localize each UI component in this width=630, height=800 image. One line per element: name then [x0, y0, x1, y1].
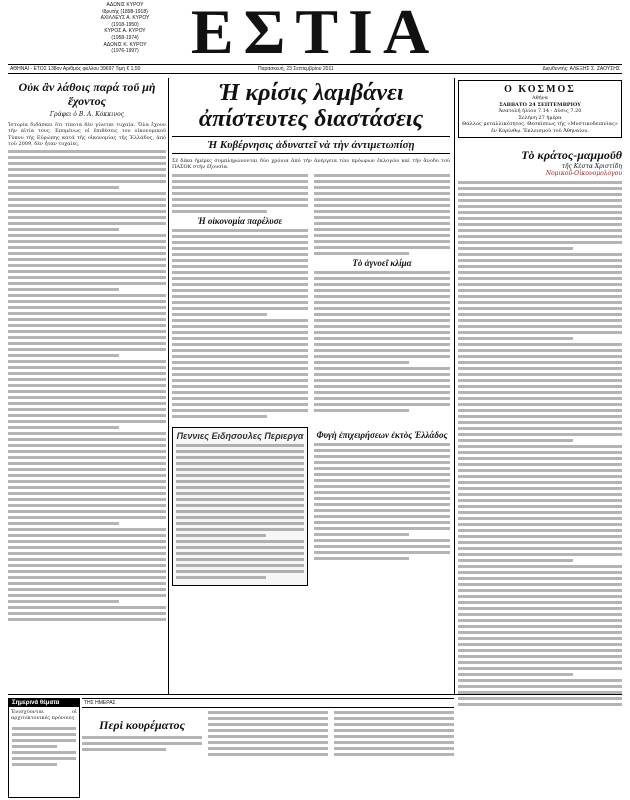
left-article-body	[8, 150, 166, 621]
weather-moon: Σελήνη 27 ἡμέρα	[518, 114, 562, 121]
bottom-article-title: Περὶ κουρέματος	[99, 718, 185, 732]
lead-column-right	[314, 171, 450, 421]
right-article-body	[458, 181, 622, 706]
lead-paragraph: Σέ δέκα ἡμέρες συμπληρώνονται δύο χρόνια ἀπό τήν ἀνέργεια τῶν πρόωρων ἐκλογῶν καί τήν ἄνοδο τοῦ ΠΑΣΟΚ στήν ἐξουσία.	[172, 158, 450, 171]
founder-line: ΑΧΙΛΛΕΥΣ Α. ΚΥΡΟΥ	[100, 15, 150, 22]
flight-article	[314, 427, 450, 586]
founder-line: (1918-1950)	[111, 21, 139, 28]
bottom-article	[82, 698, 454, 759]
todays-topics-list	[9, 727, 79, 766]
lower-columns	[172, 427, 450, 586]
todays-topics-title: Σημερινά θέματα	[9, 699, 79, 707]
todays-topics-box	[8, 698, 80, 798]
left-article-text: Ἱστορία διδάσκει ὅτι τίποτα δὲν γίνεται τυχαῖα. Ὅλα ἔχουν τὴν αἰτία τους. Επομένως οἱ ἐπιθέσεις του οἰκονομικοῦ Τύπου τῆς Εὐρώπης κατά τῆς οἰκονομίας τῆς Ἑλλάδος, ἀπὸ τοῦ 2009, δὲν ἦταν τυχαῖες.	[8, 122, 166, 147]
founder-line: Ιδρυτής (1898-1918)	[102, 8, 148, 15]
founder-line: ΑΔΩΝΙΣ Κ. ΚΥΡΟΥ	[103, 41, 147, 48]
subheadline: Ἡ Κυβέρνησις ἀδυνατεῖ νὰ τὴν ἀντιμετωπίσῃ	[172, 136, 450, 154]
bottom-column-left	[82, 708, 202, 759]
issue-bar	[8, 64, 622, 74]
lead-columns	[172, 171, 450, 421]
right-article-author: τῆς Κέστα Χριστίδη	[561, 163, 622, 170]
right-article-affiliation: Νομικοῦ-Οἰκονομολόγου	[545, 170, 622, 177]
right-column	[458, 80, 622, 709]
founder-line: (1976-1997)	[111, 48, 139, 55]
periergia-box	[172, 427, 308, 586]
masthead: ΕΣΤΙΑ	[190, 0, 440, 67]
left-article	[8, 80, 166, 624]
bottom-column-right	[334, 708, 454, 759]
bottom-rule	[8, 694, 622, 695]
weather-title: Ο ΚΟΣΜΟΣ	[504, 84, 576, 95]
founder-line: ΑΔΩΝΙΣ ΚΥΡΟΥ	[106, 2, 144, 8]
founders-block	[70, 2, 180, 55]
lead-article	[172, 80, 450, 586]
bottom-column-mid	[208, 708, 328, 759]
right-article-title: Τὸ κράτος-μαμμοῦθ	[521, 148, 622, 162]
todays-topics-item: Ἐνισχύονται οἱ αρχιτεκτονικές πρόνοιες	[11, 709, 77, 722]
bottom-section-bar: ΤΗΣ ΗΜΕΡΑΣ	[82, 698, 454, 708]
section-heading: Φυγὴ ἐπιχειρήσεων ἐκτὸς Ἑλλάδος	[316, 429, 448, 440]
section-heading: Τὸ ἀγνοεῖ κλίμα	[352, 257, 412, 268]
editor-line: Διευθυντής: ΑΛΕΞΗΣ Σ. ΖΑΟΥΣΗΣ	[542, 66, 620, 72]
section-heading: Ἡ οἰκονομία παρέλυσε	[197, 215, 283, 226]
bottom-columns	[82, 708, 454, 759]
weather-city: Αθήνα	[531, 95, 549, 101]
founder-line: (1958-1974)	[111, 34, 139, 41]
founder-line: ΚΥΡΟΣ Α. ΚΥΡΟΥ	[104, 28, 146, 35]
left-article-byline: Γράφει ὁ Β. Α. Κόκκινος	[49, 111, 125, 118]
weather-box	[458, 80, 622, 138]
column-rule	[454, 78, 455, 694]
column-rule	[168, 78, 169, 694]
weather-description: Θάλλος μεταλλικότητος. Θεσπίσεως τῆς «Μυστικοδειπνίας» ἐν Κορίνθῳ. Ἐκλεισμοῦ τοῦ Ἀθηναίου.	[462, 121, 618, 134]
weather-sun: Ἀνατολή ἡλίου 7.14 - Δύσις 7.20	[498, 108, 582, 114]
lead-column-left	[172, 171, 308, 421]
weather-date: ΣΑΒΒΑΤΟ 24 ΣΕΠΤΕΜΒΡΙΟΥ	[499, 101, 581, 108]
issue-info: ΑΘΗΝΑΙ - ΕΤΟΣ 138ον Αριθμός φύλλου 39697 Τιμή € 1,50	[10, 66, 141, 72]
left-article-title: Οὐκ ἂν λάθοις παρά τοῦ μὴ ἔχοντος	[18, 80, 156, 108]
issue-date: Παρασκευή, 23 Σεπτεμβρίου 2011	[258, 66, 334, 72]
headline: Ἡ κρίσις λαμβάνει ἀπίστευτες διαστάσεις	[198, 80, 424, 132]
periergia-title: Πεννιες Ειδησουλες Περιεργα	[176, 430, 304, 441]
inner-box	[172, 427, 308, 586]
